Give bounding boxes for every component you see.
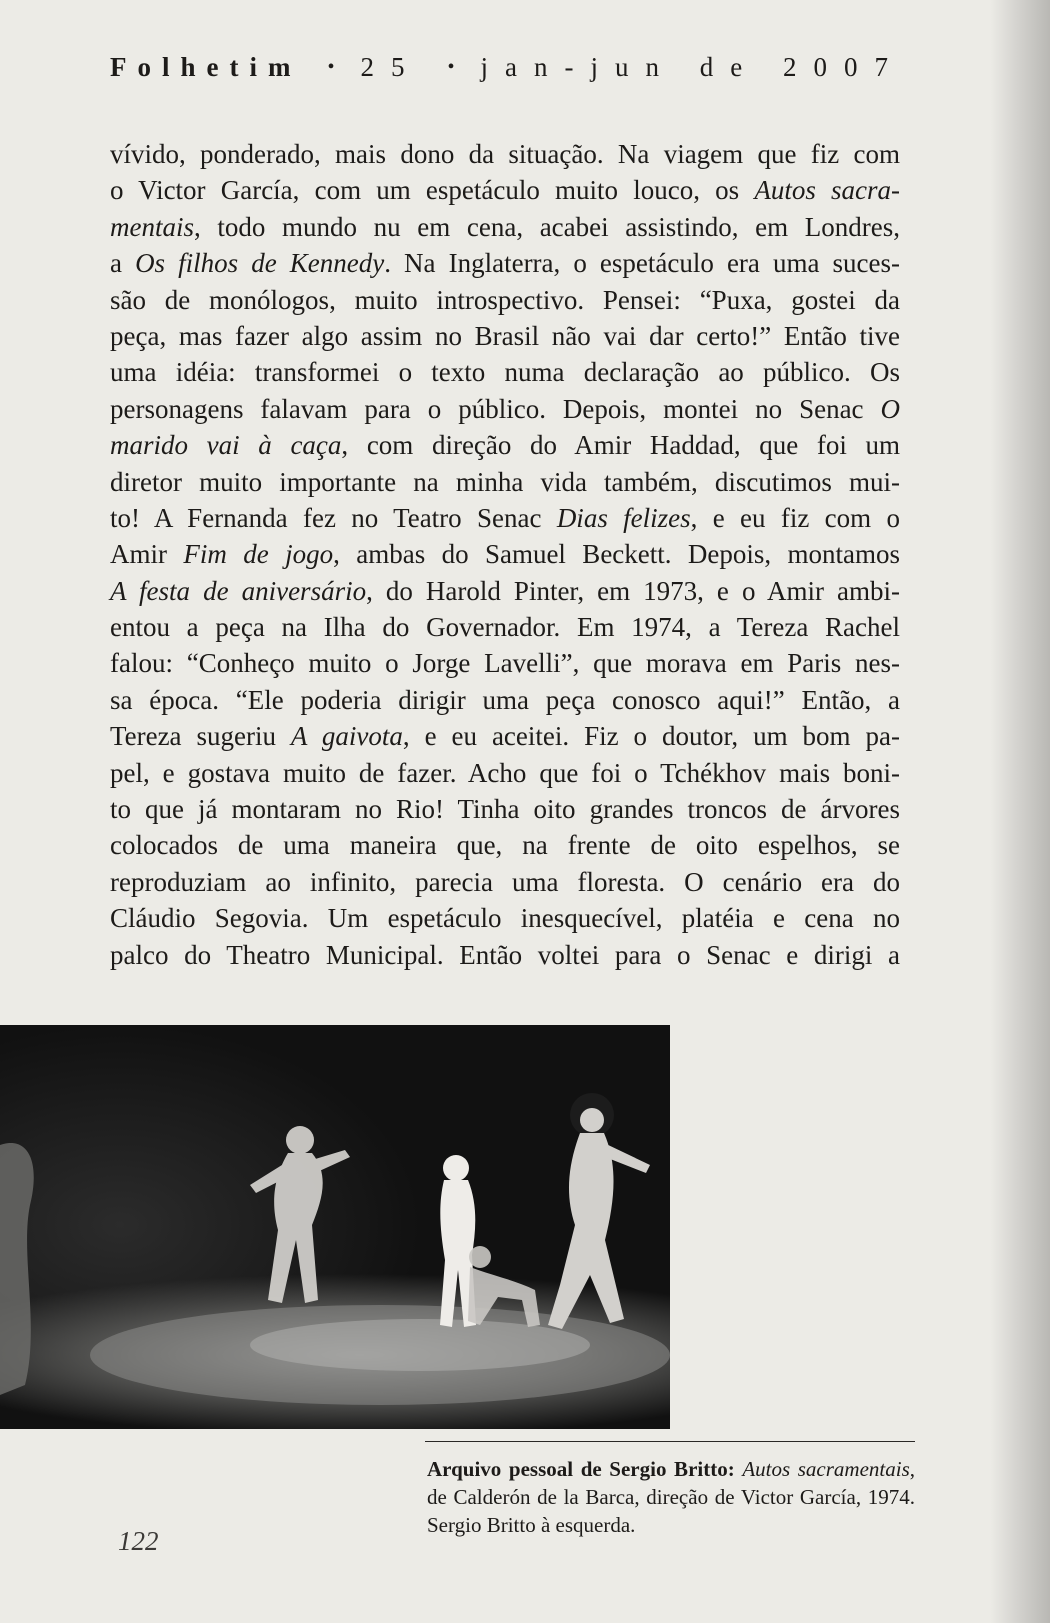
text-line xyxy=(110,791,900,827)
text-line xyxy=(110,573,900,609)
caption-rule xyxy=(425,1441,915,1442)
text-segment: to! A Fernanda fez no Teatro Senac xyxy=(110,502,557,533)
body-text xyxy=(110,136,900,973)
text-line xyxy=(110,500,900,536)
text-segment: . Na Inglaterra, o espetáculo era uma suces- xyxy=(384,248,900,279)
caption-credit: Arquivo pessoal de Sergio Britto: xyxy=(427,1457,735,1481)
stage-photo xyxy=(0,1025,670,1429)
text-segment: uma idéia: transformei o texto numa declaração ao público. Os xyxy=(110,357,900,388)
italic-title: Dias felizes xyxy=(556,502,691,533)
italic-title: Autos sacra- xyxy=(754,175,900,206)
text-line xyxy=(110,354,900,390)
text-segment: o Victor García, com um espetáculo muito louco, os xyxy=(110,175,755,206)
text-line xyxy=(110,937,900,973)
text-line xyxy=(110,536,900,572)
bullet-separator: • xyxy=(327,56,335,78)
text-segment: , com direção do Amir Haddad, que foi um xyxy=(341,430,900,461)
text-segment: , do Harold Pinter, em 1973, e o Amir ambi- xyxy=(366,575,900,606)
italic-title: A festa de aniversário xyxy=(110,575,367,606)
text-line xyxy=(110,209,900,245)
text-segment: Amir xyxy=(110,539,184,570)
text-line xyxy=(110,282,900,318)
italic-title: marido vai à caça xyxy=(110,430,342,461)
journal-title: Folhetim xyxy=(110,52,302,82)
text-segment: to que já montaram no Rio! Tinha oito grandes troncos de árvores xyxy=(110,794,900,825)
caption-title: Autos sacramentais xyxy=(742,1457,910,1481)
text-segment: personagens falavam para o público. Depois, montei no Senac xyxy=(110,393,881,424)
page-number: 122 xyxy=(118,1526,159,1556)
text-segment: , ambas do Samuel Beckett. Depois, montamos xyxy=(333,539,901,570)
text-line xyxy=(110,609,900,645)
text-segment: vívido, ponderado, mais dono da situação. Na viagem que fiz com xyxy=(110,139,900,169)
running-head xyxy=(110,52,910,92)
text-segment: a xyxy=(110,248,136,279)
text-segment: diretor muito importante na minha vida também, discutimos mui- xyxy=(110,466,900,497)
italic-title: A gaivota xyxy=(290,721,403,752)
text-line xyxy=(110,464,900,500)
text-line xyxy=(110,755,900,791)
text-segment: Tereza sugeriu xyxy=(110,721,291,752)
text-segment: sa época. “Ele poderia dirigir uma peça conosco aqui!” Então, a xyxy=(110,684,900,715)
text-line xyxy=(110,245,900,281)
text-segment: , todo mundo nu em cena, acabei assistindo, em Londres, xyxy=(194,211,900,242)
issue-number: 25 xyxy=(360,52,422,82)
text-line xyxy=(110,900,900,936)
text-line xyxy=(110,427,900,463)
text-segment: peça, mas fazer algo assim no Brasil não vai dar certo!” Então tive xyxy=(110,320,900,351)
text-segment: são de monólogos, muito introspectivo. Pensei: “Puxa, gostei da xyxy=(110,284,900,315)
text-segment: colocados de uma maneira que, na frente de oito espelhos, se xyxy=(110,830,900,861)
text-line xyxy=(110,391,900,427)
text-line xyxy=(110,645,900,681)
italic-title: Os filhos de Kennedy xyxy=(135,248,385,279)
italic-title: Fim de jogo xyxy=(183,539,334,570)
text-segment: palco do Theatro Municipal. Então voltei para o Senac e dirigi a xyxy=(110,939,900,970)
bullet-separator: • xyxy=(447,56,455,78)
italic-title: mentais xyxy=(110,211,194,242)
text-line xyxy=(110,827,900,863)
text-segment: Cláudio Segovia. Um espetáculo inesquecível, platéia e cena no xyxy=(110,903,900,934)
caption-details: , de Calderón de la Barca, direção de Victor García, 1974. Sergio Britto à esquerda. xyxy=(427,1457,915,1537)
text-segment: reproduziam ao infinito, parecia uma floresta. O cenário era do xyxy=(110,866,900,897)
text-segment: pel, e gostava muito de fazer. Acho que foi o Tchékhov mais boni- xyxy=(110,757,900,788)
text-line xyxy=(110,172,900,208)
issue-date: jan-jun de 2007 xyxy=(480,52,905,82)
text-line xyxy=(110,318,900,354)
photo-caption xyxy=(427,1455,915,1539)
text-segment: , e eu aceitei. Fiz o doutor, um bom pa- xyxy=(402,721,900,752)
stage-photo-figures xyxy=(0,1025,670,1429)
text-segment: falou: “Conheço muito o Jorge Lavelli”, que morava em Paris nes- xyxy=(110,648,900,679)
italic-title: O xyxy=(880,393,900,424)
text-segment: entou a peça na Ilha do Governador. Em 1974, a Tereza Rachel xyxy=(110,612,900,643)
text-segment: , e eu fiz com o xyxy=(690,502,900,533)
text-line xyxy=(110,136,900,172)
text-line xyxy=(110,718,900,754)
text-line xyxy=(110,864,900,900)
page-edge-shadow xyxy=(990,0,1050,1623)
text-line xyxy=(110,682,900,718)
